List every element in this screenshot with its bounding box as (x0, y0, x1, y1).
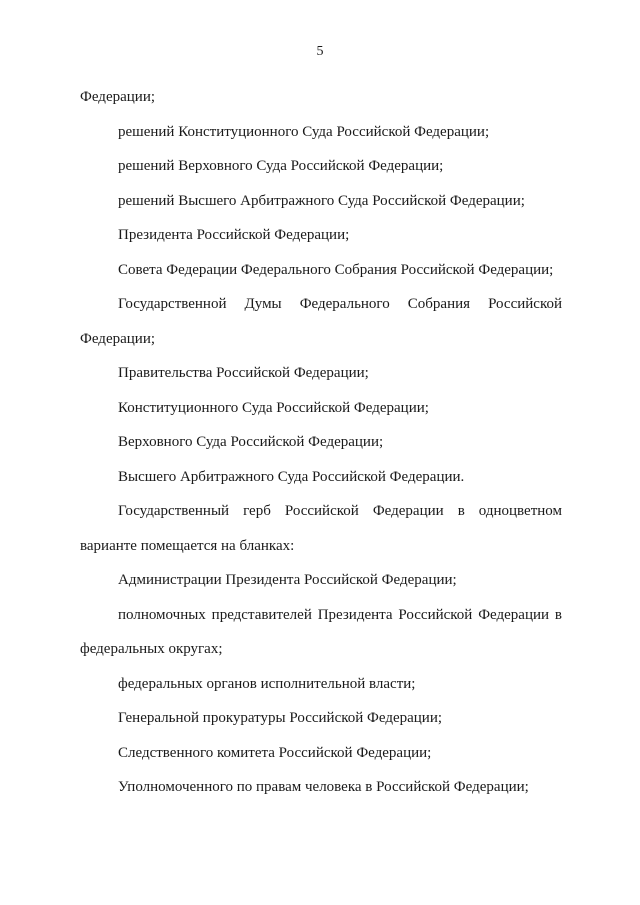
text-line: Государственный герб Российской Федерации в одноцветном (118, 503, 562, 519)
document-body (80, 80, 562, 805)
text-line: Государственной Думы Федерального Собрания Российской (118, 296, 562, 312)
text-line: Конституционного Суда Российской Федерации; (118, 399, 429, 416)
text-line: Уполномоченного по правам человека в Российской Федерации; (118, 779, 529, 795)
text-line: полномочных представителей Президента Российской Федерации в (118, 606, 562, 623)
text-line: Федерации; (80, 89, 156, 105)
page-number: 5 (316, 44, 324, 59)
text-line: решений Конституционного Суда Российской Федерации; (118, 123, 490, 140)
text-line: федеральных органов исполнительной власти; (118, 675, 416, 692)
text-line: Генеральной прокуратуры Российской Федерации; (118, 710, 443, 726)
text-line: Администрации Президента Российской Федерации; (118, 572, 457, 588)
text-line: Верховного Суда Российской Федерации; (118, 434, 384, 450)
text-line: Совета Федерации Федерального Собрания Российской Федерации; (118, 261, 554, 278)
text-line: Президента Российской Федерации; (118, 227, 350, 243)
text-line: варианте помещается на бланках: (80, 537, 295, 554)
text-line: Высшего Арбитражного Суда Российской Федерации. (118, 468, 465, 485)
text-line: Следственного комитета Российской Федерации; (118, 744, 432, 761)
text-line: решений Верховного Суда Российской Федерации; (118, 158, 444, 174)
text-line: Федерации; (80, 330, 156, 347)
text-line: решений Высшего Арбитражного Суда Российской Федерации; (118, 192, 525, 209)
text-line: Правительства Российской Федерации; (118, 365, 369, 381)
text-line: федеральных округах; (80, 641, 223, 657)
